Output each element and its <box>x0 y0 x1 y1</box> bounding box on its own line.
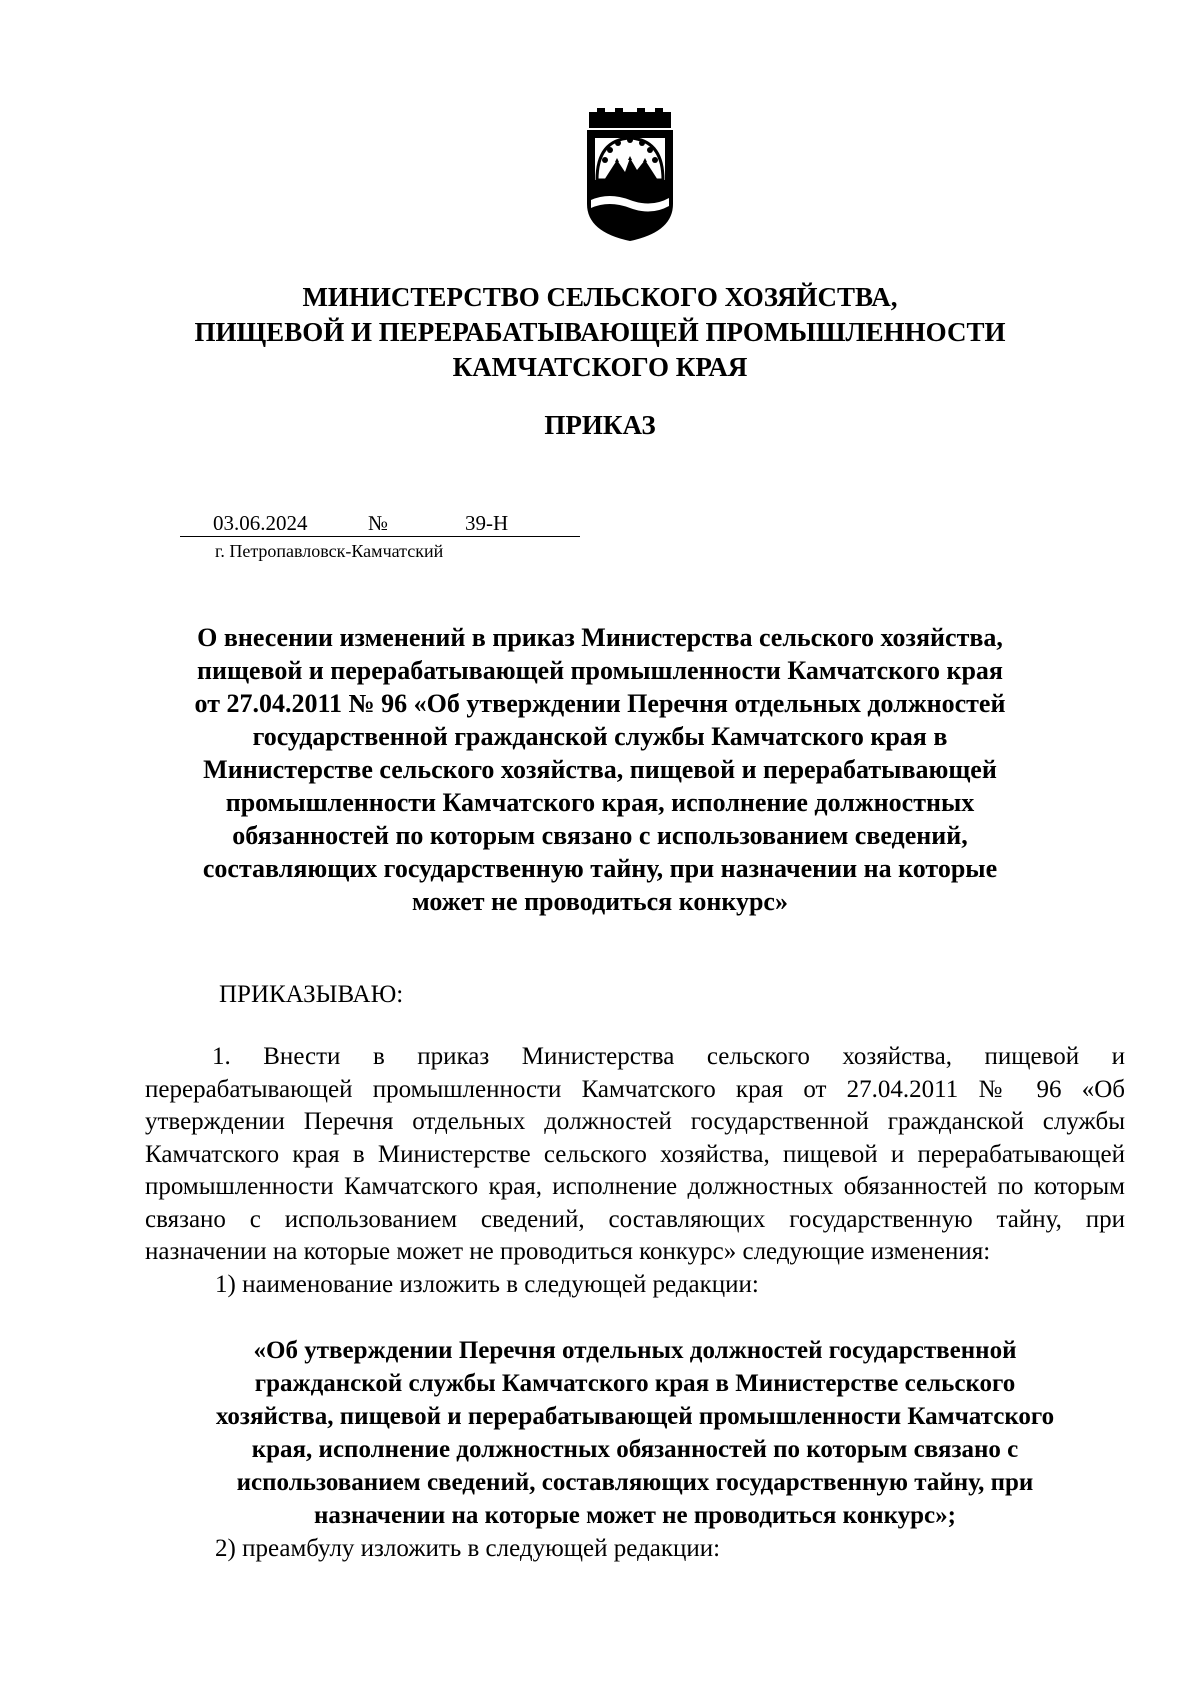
body-section <box>145 1041 1125 1301</box>
ministry-line: МИНИСТЕРСТВО СЕЛЬСКОГО ХОЗЯЙСТВА, <box>302 282 898 312</box>
number-sign: № <box>368 511 389 535</box>
order-number: 39-Н <box>465 511 509 535</box>
subitem-2: 2) преамбулу изложить в следующей редакции: <box>215 1535 721 1562</box>
order-date: 03.06.2024 <box>213 511 308 535</box>
quote-line: использованием сведений, составляющих государственную тайну, при <box>236 1469 1034 1496</box>
city: г. Петропавловск-Камчатский <box>215 541 444 561</box>
date-number-line <box>180 510 580 537</box>
new-title-quote <box>145 1334 1125 1532</box>
subject-line: О внесении изменений в приказ Министерства сельского хозяйства, <box>197 623 1003 652</box>
subject-line: составляющих государственную тайну, при назначении на которые <box>202 854 998 883</box>
subject-line: пищевой и перерабатывающей промышленности Камчатского края <box>197 656 1003 685</box>
subject-line: государственной гражданской службы Камчатского края в <box>252 722 948 751</box>
quote-line: назначении на которые может не проводиться конкурс»; <box>314 1502 956 1529</box>
ministry-line: ПИЩЕВОЙ И ПЕРЕРАБАТЫВАЮЩЕЙ ПРОМЫШЛЕННОСТИ <box>194 317 1006 347</box>
subject-line: обязанностей по которым связано с использованием сведений, <box>232 821 968 850</box>
quote-line: гражданской службы Камчатского края в Министерстве сельского <box>254 1370 1016 1397</box>
paragraph-1: 1. Внести в приказ Министерства сельского хозяйства, пищевой и перерабатывающей промышленности Камчатского края от 27.04.2011 № 96 «Об утверждении Перечня отдельных должностей государственной гражданской службы Камчатского края в Министерстве сельского хозяйства, пищевой и перерабатывающей промышленности Камчатского края, исполнение должностных обязанностей по которым связано с использованием сведений, составляющих государственную тайну, при назначении на которые может не проводиться конкурс» следующие изменения: <box>145 1043 1125 1265</box>
quote-line: края, исполнение должностных обязанностей по которым связано с <box>251 1436 1019 1463</box>
order-word: ПРИКАЗЫВАЮ: <box>219 981 404 1008</box>
subject-line: может не проводиться конкурс» <box>412 887 788 916</box>
order-subject <box>150 621 1050 918</box>
subject-line: Министерстве сельского хозяйства, пищевой и перерабатывающей <box>203 755 997 784</box>
subitem-1: 1) наименование изложить в следующей редакции: <box>215 1270 759 1298</box>
kamchatka-coat-of-arms-icon <box>575 108 685 242</box>
ministry-name <box>150 280 1050 385</box>
document-type: ПРИКАЗ <box>544 410 656 440</box>
quote-line: хозяйства, пищевой и перерабатывающей промышленности Камчатского <box>215 1403 1055 1430</box>
subject-line: промышленности Камчатского края, исполнение должностных <box>225 788 975 817</box>
quote-line: «Об утверждении Перечня отдельных должностей государственной <box>253 1337 1017 1364</box>
subject-line: от 27.04.2011 № 96 «Об утверждении Перечня отдельных должностей <box>194 689 1006 718</box>
ministry-line: КАМЧАТСКОГО КРАЯ <box>452 352 748 382</box>
